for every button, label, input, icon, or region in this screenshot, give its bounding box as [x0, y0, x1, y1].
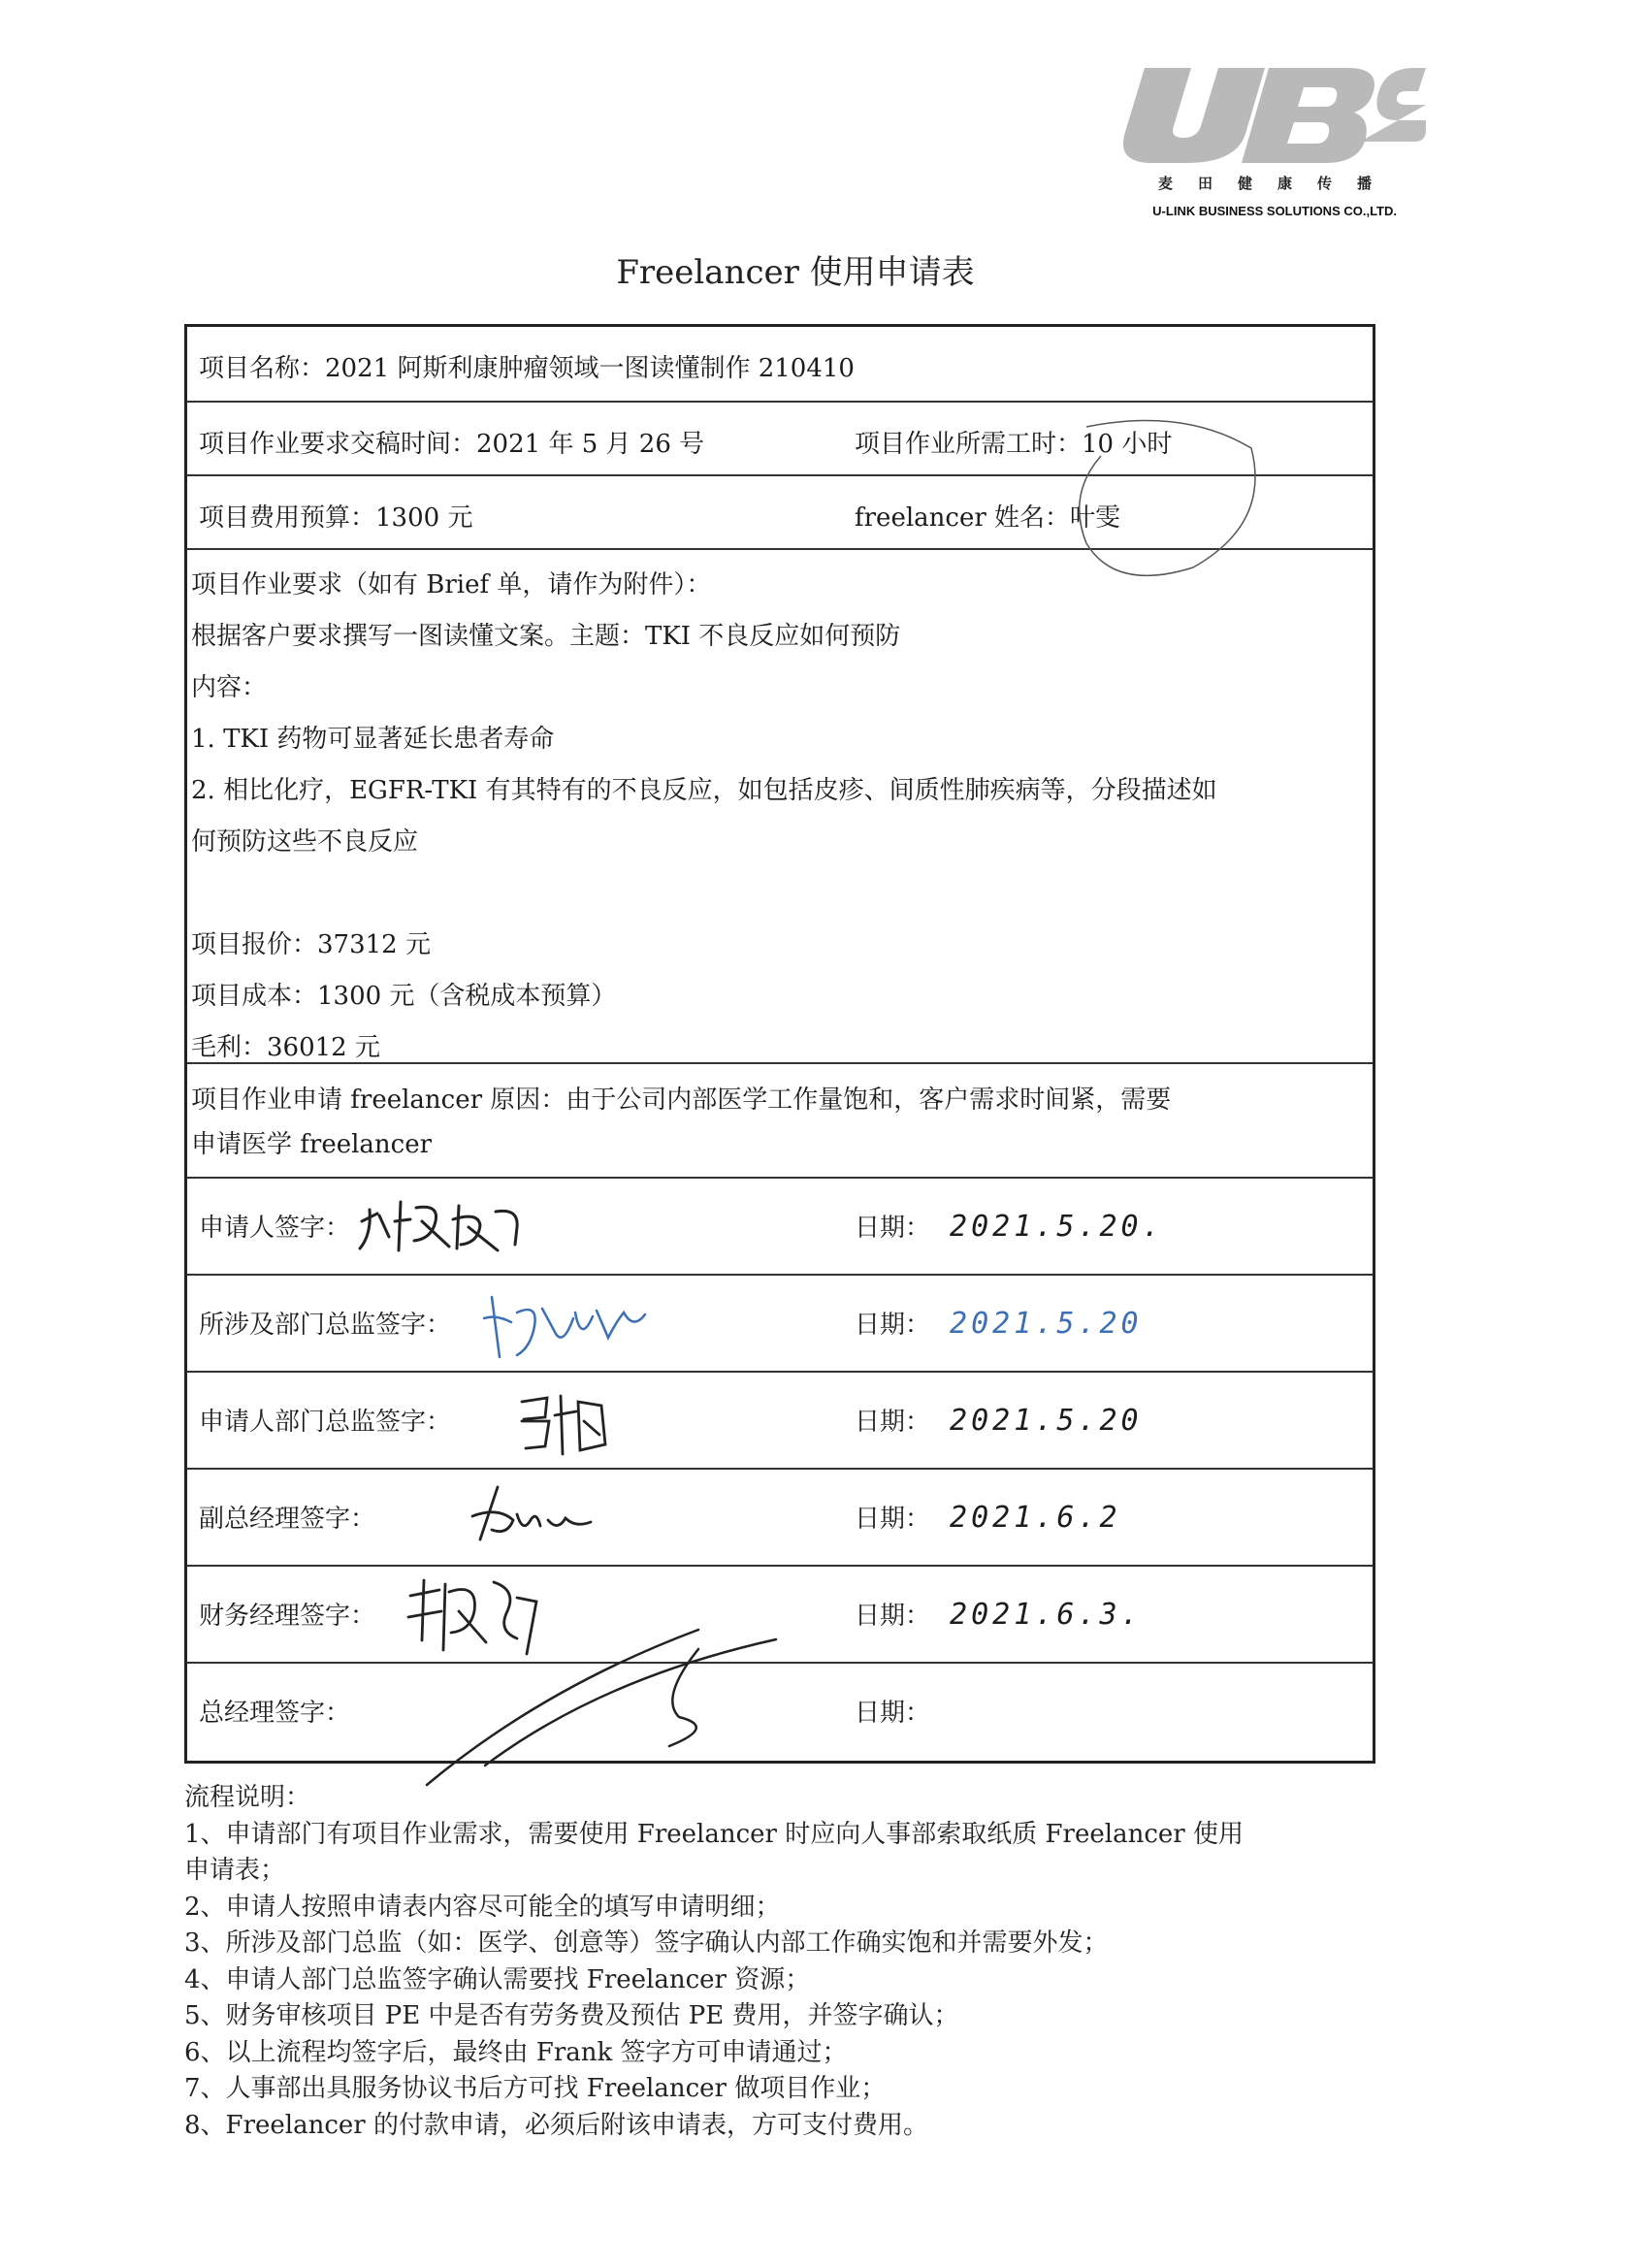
reason-line: 项目作业申请 freelancer 原因：由于公司内部医学工作量饱和，客户需求时间紧，需要	[191, 1085, 1172, 1115]
process-step: 1、申请部门有项目作业需求，需要使用 Freelancer 时应向人事部索取纸质 Freelancer 使用	[184, 1819, 1244, 1849]
handwritten-signature	[352, 1192, 546, 1260]
requirements-line: 2. 相比化疗，EGFR-TKI 有其特有的不良反应，如包括皮疹、间质性肺疾病等，分段描述如	[191, 776, 1217, 805]
date-label: 日期：	[855, 1699, 931, 1728]
project-cost: 项目成本：1300 元（含税成本预算）	[191, 982, 617, 1011]
budget-label: 项目费用预算：	[199, 503, 376, 533]
process-title: 流程说明：	[184, 1783, 311, 1812]
deadline-field	[199, 424, 704, 460]
signature-row-applicant-director	[187, 1373, 1373, 1470]
signature-row-general-manager	[187, 1664, 1373, 1761]
signature-date	[855, 1208, 1164, 1244]
logo-english-name: U-LINK BUSINESS SOLUTIONS CO.,LTD.	[1152, 204, 1397, 218]
process-step: 5、财务审核项目 PE 中是否有劳务费及预估 PE 费用，并签字确认；	[184, 2001, 959, 2030]
deadline-value: 2021 年 5 月 26 号	[476, 430, 705, 459]
freelancer-name-field	[855, 498, 1120, 534]
freelancer-name: 叶雯	[1070, 503, 1121, 533]
handwritten-signature	[401, 1572, 556, 1662]
process-step: 申请表；	[184, 1856, 286, 1885]
logo-chinese-name: 麦田健康传播	[1157, 175, 1397, 192]
process-step: 8、Freelancer 的付款申请，必须后附该申请表，方可支付费用。	[184, 2110, 928, 2140]
project-name-value: 2021 阿斯利康肿瘤领域一图读懂制作 210410	[325, 354, 855, 383]
date-label: 日期：	[855, 1214, 931, 1243]
project-name-row	[187, 327, 1373, 403]
signature-date	[855, 1596, 1143, 1632]
company-logo	[1106, 58, 1426, 228]
reason-line: 申请医学 freelancer	[191, 1130, 433, 1159]
requirements-line: 项目作业要求（如有 Brief 单，请作为附件）：	[191, 570, 712, 599]
freelancer-label: freelancer 姓名：	[855, 503, 1071, 533]
signature-label: 申请人签字：	[199, 1214, 351, 1243]
project-name-label: 项目名称：	[199, 354, 326, 383]
requirements-line: 1. TKI 药物可显著延长患者寿命	[191, 725, 555, 754]
signature-date	[855, 1693, 930, 1729]
budget-value: 1300 元	[375, 503, 473, 533]
process-step: 6、以上流程均签字后，最终由 Frank 签字方可申请通过；	[184, 2037, 848, 2067]
signature-label: 副总经理签字：	[199, 1505, 376, 1534]
handwritten-date: 2021.5.20	[950, 1307, 1143, 1341]
date-label: 日期：	[855, 1602, 931, 1631]
spacer	[191, 868, 1369, 920]
handwritten-date: 2021.5.20	[950, 1404, 1143, 1438]
reason-block	[191, 1078, 1365, 1167]
process-step: 2、申请人按照申请表内容尽可能全的填写申请明细；	[184, 1892, 781, 1922]
gross-margin: 毛利：36012 元	[191, 1033, 380, 1062]
requirements-line: 根据客户要求撰写一图读懂文案。主题：TKI 不良反应如何预防	[191, 622, 901, 651]
handwritten-signature	[469, 1481, 604, 1549]
date-label: 日期：	[855, 1311, 931, 1340]
ubs-logo-mark	[1106, 58, 1426, 170]
hours-field	[855, 424, 1172, 460]
date-label: 日期：	[855, 1408, 931, 1437]
signature-row-deputy-gm	[187, 1470, 1373, 1567]
requirements-line: 何预防这些不良反应	[191, 827, 419, 857]
requirements-row	[187, 550, 1373, 1064]
handwritten-date: 2021.6.2	[950, 1501, 1121, 1535]
signature-label: 总经理签字：	[199, 1699, 351, 1728]
page-title: Freelancer 使用申请表	[616, 253, 975, 292]
requirements-line: 内容：	[191, 673, 268, 702]
handwritten-date: 2021.6.3.	[950, 1598, 1143, 1632]
process-step: 4、申请人部门总监签字确认需要找 Freelancer 资源；	[184, 1964, 811, 1994]
project-name-field	[199, 348, 855, 384]
application-form	[184, 324, 1375, 1764]
date-label: 日期：	[855, 1505, 931, 1534]
handwritten-date: 2021.5.20.	[950, 1210, 1164, 1244]
hours-label: 项目作业所需工时：	[855, 430, 1083, 459]
signature-date	[855, 1499, 1121, 1535]
reason-row	[187, 1064, 1373, 1179]
signature-label: 申请人部门总监签字：	[199, 1408, 452, 1437]
budget-row	[187, 476, 1373, 550]
signature-row-finance-manager	[187, 1567, 1373, 1664]
deadline-row	[187, 403, 1373, 476]
process-step: 7、人事部出具服务协议书后方可找 Freelancer 做项目作业；	[184, 2074, 887, 2103]
signature-label: 财务经理签字：	[199, 1602, 376, 1631]
process-step: 3、所涉及部门总监（如：医学、创意等）签字确认内部工作确实饱和并需要外发；	[184, 1928, 1109, 1958]
signature-label: 所涉及部门总监签字：	[199, 1311, 452, 1340]
requirements-block	[191, 560, 1369, 1074]
process-notes	[184, 1780, 1406, 2144]
handwritten-signature	[512, 1382, 629, 1460]
deadline-label: 项目作业要求交稿时间：	[199, 430, 477, 459]
signature-date	[855, 1402, 1143, 1438]
hours-value: 10 小时	[1082, 430, 1173, 459]
budget-field	[199, 498, 472, 534]
signature-row-department-director	[187, 1276, 1373, 1373]
project-quote: 项目报价：37312 元	[191, 930, 431, 959]
handwritten-signature	[478, 1283, 663, 1363]
signature-date	[855, 1305, 1143, 1341]
signature-row-applicant	[187, 1179, 1373, 1276]
